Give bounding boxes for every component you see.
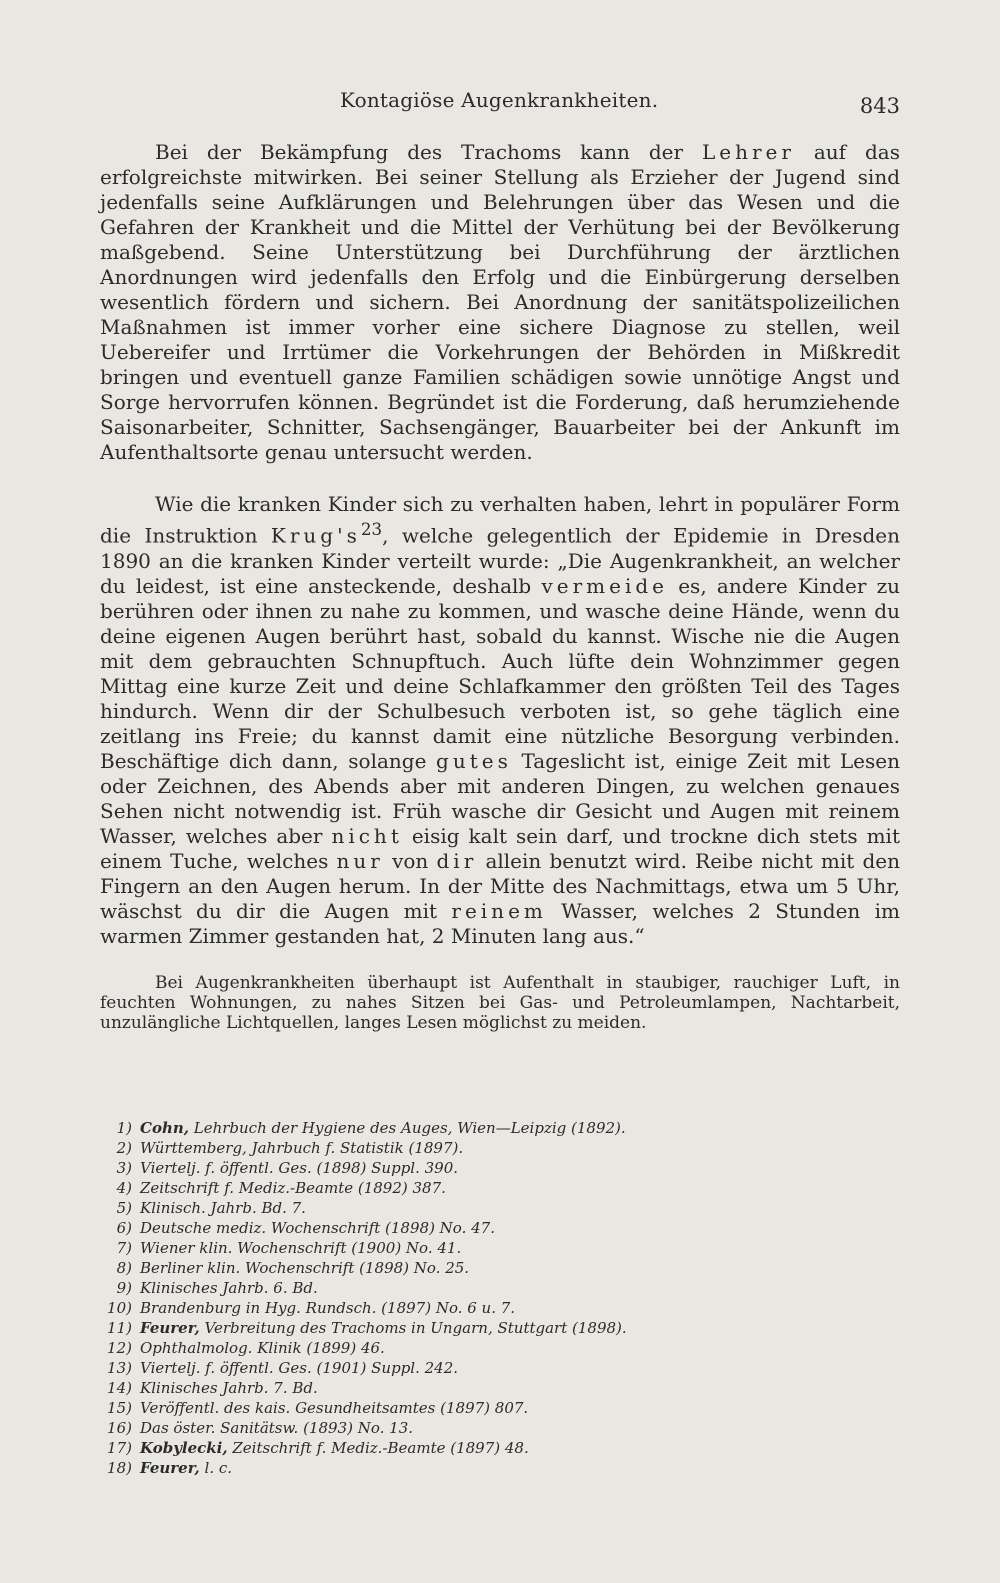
- footnote: 4) Zeitschrift f. Mediz.-Beamte (1892) 387.: [116, 1179, 446, 1197]
- footnote: 1) Cohn, Lehrbuch der Hygiene des Auges, Wien—Leipzig (1892).: [116, 1119, 626, 1137]
- footnote-reference: 23: [360, 520, 383, 539]
- footnote: 3) Viertelj. f. öffentl. Ges. (1898) Suppl. 390.: [116, 1159, 459, 1177]
- footnote: 13) Viertelj. f. öffentl. Ges. (1901) Suppl. 242.: [107, 1359, 459, 1377]
- spaced-emphasis: nur: [336, 848, 384, 873]
- footnote: 11) Feurer, Verbreitung des Trachoms in Ungarn, Stuttgart (1898).: [107, 1319, 627, 1337]
- footnote: 6) Deutsche mediz. Wochenschrift (1898) No. 47.: [116, 1219, 495, 1237]
- body-text: [100, 140, 900, 1033]
- spaced-emphasis: vermeide: [541, 573, 668, 598]
- footnote: 18) Feurer, l. c.: [107, 1459, 233, 1477]
- running-title: Kontagiöse Augenkrankheiten.: [340, 88, 659, 112]
- paragraph-general-advice: Bei Augenkrankheiten überhaupt ist Aufenthalt in staubiger, rauchiger Luft, in feuchten Wohnungen, zu nahes Sitzen bei Gas- und Petroleumlampen, Nachtarbeit, unzulängliche Lichtquellen, langes Lesen möglichst zu meiden.: [100, 972, 900, 1033]
- footnote: 7) Wiener klin. Wochenschrift (1900) No. 41.: [116, 1239, 462, 1257]
- page-number: 843: [859, 94, 900, 118]
- spaced-emphasis: gutes: [436, 748, 512, 773]
- footnote: 12) Ophthalmolog. Klinik (1899) 46.: [107, 1339, 385, 1357]
- footnote: 5) Klinisch. Jahrb. Bd. 7.: [116, 1199, 306, 1217]
- footnote: 10) Brandenburg in Hyg. Rundsch. (1897) No. 6 u. 7.: [107, 1299, 516, 1317]
- footnotes: [100, 1118, 900, 1478]
- spaced-emphasis: Lehrer: [701, 140, 795, 164]
- footnote: 14) Klinisches Jahrb. 7. Bd.: [107, 1379, 318, 1397]
- spaced-emphasis: dir: [436, 848, 478, 873]
- paragraph-teacher-role: Bei der Bekämpfung des Trachoms kann der Lehrer auf das erfolgreichste mitwirken. Bei seiner Stellung als Erzieher der Jugend sind jedenfalls seine Aufklärungen und Belehrungen über das Wesen und die Gefahren der Krankheit und die Mittel der Verhütung bei der Bevölkerung maßgebend. Seine Unterstützung bei Durchführung der ärztlichen Anordnungen wird jedenfalls den Erfolg und die Einbürgerung derselben wesentlich fördern und sichern. Bei Anordnung der sanitätspolizeilichen Maßnahmen ist immer vorher eine sichere Diagnose zu stellen, weil Uebereifer und Irrtümer die Vorkehrungen der Behörden in Mißkredit bringen und eventuell ganze Familien schädigen sowie unnötige Angst und Sorge hervorrufen können. Begründet ist die Forderung, daß herumziehende Saisonarbeiter, Schnitter, Sachsengänger, Bauarbeiter bei der Ankunft im Aufenthaltsorte genau untersucht werden.: [100, 140, 900, 464]
- paragraph-instruction-krug: Wie die kranken Kinder sich zu verhalten haben, lehrt in populärer Form die Instruktion $Krug's^{23}$, welche gelegentlich der Epidemie in Dresden 1890 an die kranken Kinder verteilt wurde: „Die Augenkrankheit, an welcher du leidest, ist eine ansteckende, deshalb vermeide es, andere Kinder zu berühren oder ihnen zu nahe zu kommen, und wasche deine Hände, wenn du deine eigenen Augen berührt hast, sobald du kannst. Wische nie die Augen mit dem gebrauchten Schnupftuch. Auch lüfte dein Wohnzimmer gegen Mittag eine kurze Zeit und deine Schlafkammer den größten Teil des Tages hindurch. Wenn dir der Schulbesuch verboten ist, so gehe täglich eine zeitlang ins Freie; du kannst damit eine nützliche Besorgung verbinden. Beschäftige dich dann, solange gutes Tageslicht ist, einige Zeit mit Lesen oder Zeichnen, des Abends aber mit anderen Dingen, zu welchen genaues Sehen nicht notwendig ist. Früh wasche dir Gesicht und Augen mit reinem Wasser, welches aber nicht eisig kalt sein darf, und trockne dich stets mit einem Tuche, welches nur von dir allein benutzt wird. Reibe nicht mit den Fingern an den Augen herum. In der Mitte des Nachmittags, etwa um 5 Uhr, wäschst du dir die Augen mit reinem Wasser, welches 2 Stunden im warmen Zimmer gestanden hat, 2 Minuten lang aus.“: [100, 492, 901, 948]
- running-header: [100, 88, 900, 122]
- footnote: 15) Veröffentl. des kais. Gesundheitsamtes (1897) 807.: [107, 1399, 529, 1417]
- footnote: 17) Kobylecki, Zeitschrift f. Mediz.-Beamte (1897) 48.: [107, 1439, 529, 1457]
- spaced-emphasis: nicht: [331, 823, 403, 848]
- footnote: 16) Das öster. Sanitätsw. (1893) No. 13.: [107, 1419, 414, 1437]
- footnote: 8) Berliner klin. Wochenschrift (1898) No. 25.: [116, 1259, 470, 1277]
- spaced-emphasis: Krug's: [270, 523, 361, 548]
- footnote: 9) Klinisches Jahrb. 6. Bd.: [116, 1279, 318, 1297]
- spaced-emphasis: reinem: [451, 898, 547, 923]
- footnote: 2) Württemberg, Jahrbuch f. Statistik (1897).: [116, 1139, 464, 1157]
